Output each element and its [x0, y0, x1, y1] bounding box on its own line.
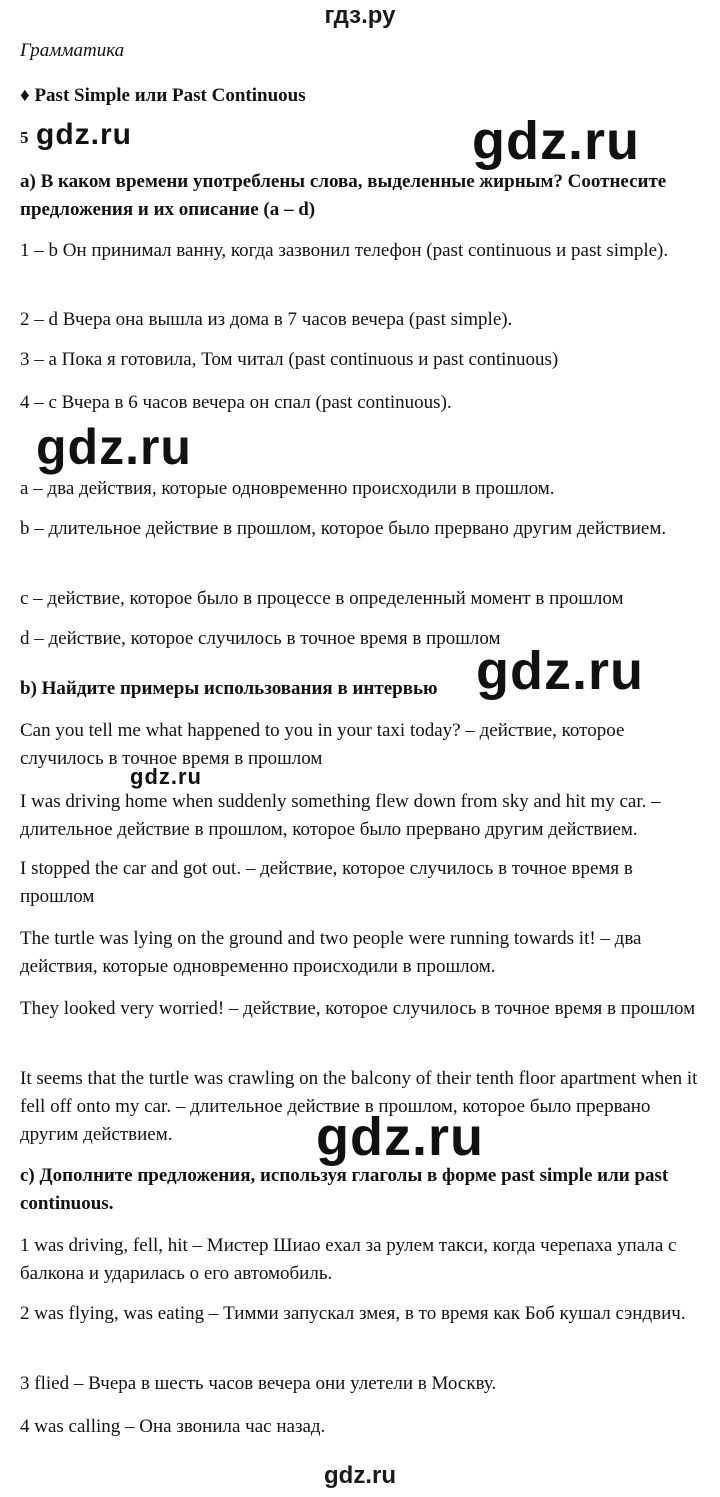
section-title: Грамматика — [20, 40, 125, 61]
task-c: c) Дополните предложения, используя глаголы в форме past simple или past continuous. — [20, 1165, 669, 1214]
interview-item-3: I stopped the car and got out. – действие, которое случилось в точное время в прошлом — [20, 858, 633, 907]
description-d: d – действие, которое случилось в точное время в прошлом — [20, 628, 501, 649]
watermark: gdz.ru — [36, 118, 132, 151]
fill-item-3: 3 flied – Вчера в шесть часов вечера они улетели в Москву. — [20, 1373, 497, 1394]
watermark: gdz.ru — [472, 111, 640, 171]
description-c: c – действие, которое было в процессе в определенный момент в прошлом — [20, 588, 624, 609]
interview-item-1: Can you tell me what happened to you in your taxi today? – действие, которое случилось в точное время в прошлом — [20, 720, 625, 769]
site-header: гдз.ру — [324, 2, 396, 29]
description-a: a – два действия, которые одновременно происходили в прошлом. — [20, 478, 555, 499]
task-b: b) Найдите примеры использования в интервью — [20, 678, 438, 699]
answer-a-1: 1 – b Он принимал ванну, когда зазвонил телефон (past continuous и past simple). — [20, 240, 669, 261]
interview-item-6: It seems that the turtle was crawling on the balcony of their tenth floor apartment when it fell off onto my car. – длительное действие в прошлом, которое было прервано другим действием. — [20, 1068, 698, 1145]
answer-a-4: 4 – c Вчера в 6 часов вечера он спал (past continuous). — [20, 392, 452, 413]
watermark: gdz.ru — [476, 641, 644, 701]
watermark: gdz.ru — [130, 764, 202, 789]
watermark: gdz.ru — [36, 419, 192, 475]
site-footer: gdz.ru — [324, 1462, 396, 1489]
task-a: a) В каком времени употреблены слова, выделенные жирным? Соотнесите предложения и их описание (a – d) — [20, 171, 667, 220]
watermark: gdz.ru — [316, 1107, 484, 1167]
description-b: b – длительное действие в прошлом, которое было прервано другим действием. — [20, 518, 667, 539]
answer-a-2: 2 – d Вчера она вышла из дома в 7 часов вечера (past simple). — [20, 309, 513, 330]
fill-item-1: 1 was driving, fell, hit – Мистер Шиао ехал за рулем такси, когда черепаха упала с балкона и ударилась о его автомобиль. — [20, 1235, 677, 1284]
interview-item-2: I was driving home when suddenly something flew down from sky and hit my car. – длительное действие в прошлом, которое было прервано другим действием. — [20, 791, 661, 840]
interview-item-4: The turtle was lying on the ground and two people were running towards it! – два действия, которые одновременно происходили в прошлом. — [20, 928, 642, 977]
topic-title: ♦ Past Simple или Past Continuous — [20, 85, 306, 106]
answer-a-3: 3 – a Пока я готовила, Том читал (past continuous и past continuous) — [20, 349, 559, 370]
exercise-number: 5 — [20, 128, 29, 147]
interview-item-5: They looked very worried! – действие, которое случилось в точное время в прошлом — [20, 998, 696, 1019]
fill-item-4: 4 was calling – Она звонила час назад. — [20, 1416, 326, 1437]
fill-item-2: 2 was flying, was eating – Тимми запускал змея, в то время как Боб кушал сэндвич. — [20, 1303, 686, 1324]
